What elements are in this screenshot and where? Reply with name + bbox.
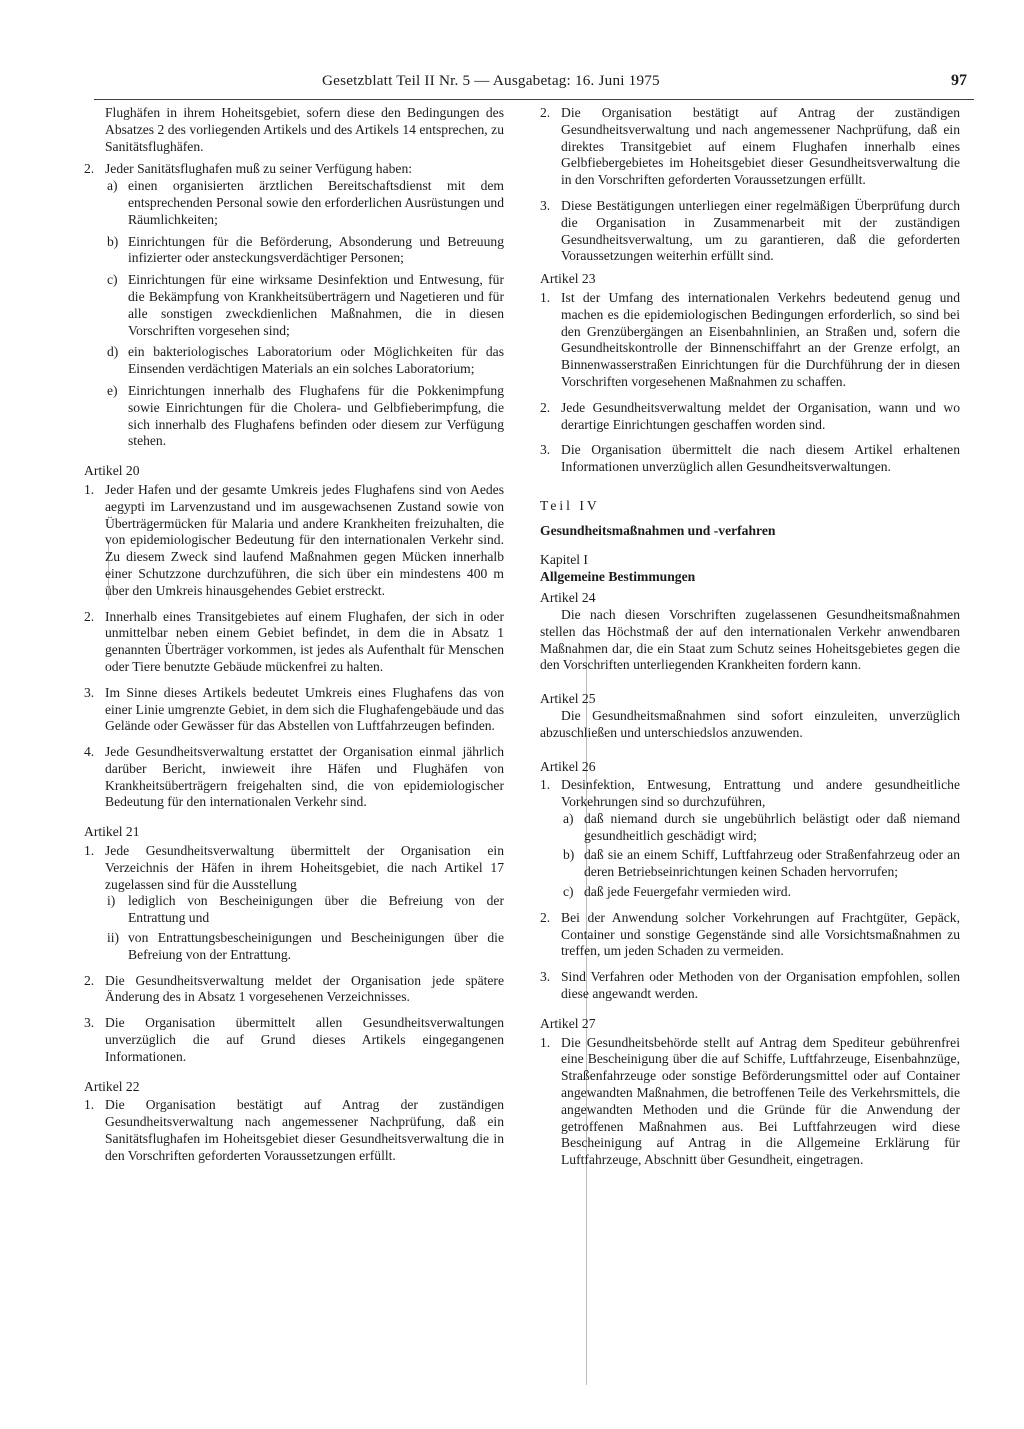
paragraph [84, 843, 504, 893]
item-text: von Entrattungsbescheinigungen und Bescheinigungen über die Befreiung von der Entrattung. [128, 930, 504, 962]
list-item [84, 344, 504, 378]
gazette-title: Gesetzblatt Teil II Nr. 5 — Ausgabetag: 16. Juni 1975 [322, 72, 660, 89]
paragraph-text: Die Gesundheitsverwaltung meldet der Organisation jede spätere Änderung des in Absatz 1 vorgesehenen Verzeichnisses. [105, 972, 504, 1005]
paragraph-text: Innerhalb eines Transitgebietes auf einem Flughafen, der sich in oder unmittelbar neben einem Gebiet befindet, in dem die in Absatz 1 genannten Überträger vorkommen, ist jedes als Aufenthalt für Menschen oder Tiere benutzte Gebäude mückenfrei zu halten. [105, 608, 504, 674]
item-label: a) [563, 810, 574, 826]
paragraph [540, 1035, 960, 1169]
paragraph-number: 2. [84, 972, 95, 988]
article-heading: Artikel 26 [540, 758, 596, 774]
page-header [0, 72, 1024, 96]
list-item [84, 930, 504, 964]
item-label: d) [107, 344, 119, 360]
paragraph [540, 105, 960, 189]
paragraph [84, 685, 504, 735]
paragraph [84, 1097, 504, 1164]
paragraph-number: 2. [84, 161, 95, 177]
paragraph-text: Jeder Hafen und der gesamte Umkreis jedes Flughafens sind von Aedes aegypti im Larvenzustand und im ausgewachsenen Zustand sowie von Überträgermücken für Malaria und andere Krankheiten freizuhalten, die von epidemiologischer Bedeutung für den internationalen Verkehr sind. Zu diesem Zweck sind laufend Maßnahmen gegen Mücken innerhalb einer Schutzzone durchzuführen, die sich über ein mindestens 400 m über den Umkreis hinausgehendes Gebiet erstreckt. [105, 481, 504, 598]
list-item [84, 893, 504, 927]
paragraph [540, 969, 960, 1003]
paragraph-number: 3. [84, 684, 95, 700]
item-text: einen organisierten ärztlichen Bereitschaftsdienst mit dem entsprechenden Personal sowie den erforderlichen Ausrüstungen und Räumlichkeiten; [128, 178, 504, 227]
paragraph-text: Ist der Umfang des internationalen Verkehrs bedeutend genug und machen es die epidemiologischen Bedingungen erforderlich, so sind bei den Grenzübergängen an Eisenbahnlinien, an Straßen und, sofern die Gesundheitskontrolle der Binnenschiffahrt an der Grenze erfolgt, an Binnenwasserstraßen Einrichtungen für die Durchführung der in diesen Vorschriften vorgesehenen Maßnahmen zu schaffen. [561, 289, 960, 389]
list-item [84, 234, 504, 268]
paragraph-text: Im Sinne dieses Artikels bedeutet Umkreis eines Flughafens das von einer Linie umgrenzte Gebiet, in dem sich die Flughafengebäude und das Gelände oder Gewässer für das Abstellen von Luftfahrzeugen befinden. [105, 684, 504, 734]
article-heading: Artikel 25 [540, 691, 596, 707]
header-rule [94, 99, 974, 100]
item-label: ii) [107, 930, 120, 946]
paragraph-text: Sind Verfahren oder Methoden von der Organisation empfohlen, sollen diese angewandt werden. [561, 969, 960, 1002]
list-item [84, 383, 504, 450]
paragraph-number: 4. [84, 744, 95, 760]
paragraph-number: 1. [84, 1097, 95, 1113]
paragraph-number: 1. [540, 1034, 551, 1050]
paragraph [540, 400, 960, 434]
list-item [540, 811, 960, 845]
article-text: Die Gesundheitsmaßnahmen sind sofort einzuleiten, unverzüglich abzuschließen und unterschiedslos anzuwenden. [540, 707, 960, 740]
paragraph [84, 609, 504, 676]
paragraph-number: 1. [84, 481, 95, 497]
paragraph [540, 442, 960, 476]
chapter-label: Kapitel I [540, 551, 588, 567]
paragraph-text: Jede Gesundheitsverwaltung übermittelt der Organisation ein Verzeichnis der Häfen in ihrem Hoheitsgebiet, die nach Artikel 17 zugelassen sind für die Ausstellung [105, 843, 504, 892]
item-label: b) [107, 233, 119, 249]
paragraph-number: 3. [540, 442, 551, 458]
item-label: c) [107, 272, 118, 288]
paragraph [84, 1015, 504, 1065]
article-heading: Artikel 20 [84, 463, 140, 479]
item-text: Einrichtungen für eine wirksame Desinfektion und Entwesung, für die Bekämpfung von Krankheitsüberträgern und Nagetieren und für alle sonstigen zweckdienlichen Maßnahmen, die in diesen Vorschriften vorgesehen sind; [128, 272, 504, 338]
art19-intro: Flughäfen in ihrem Hoheitsgebiet, sofern diese den Bedingungen des Absatzes 2 des vorliegenden Artikels und des Artikels 14 entsprechen, zu Sanitätsflughäfen. [105, 105, 504, 154]
paragraph [84, 973, 504, 1007]
art19-paragraph-2 [84, 161, 504, 178]
item-text: Einrichtungen für die Beförderung, Absonderung und Betreuung infizierter oder ansteckungsverdächtiger Personen; [128, 233, 504, 266]
left-column [84, 105, 504, 1165]
item-label: e) [107, 382, 118, 398]
paragraph-text: Die Organisation übermittelt allen Gesundheitsverwaltungen unverzüglich die auf Grund dieses Artikels eingegangenen Informationen. [105, 1015, 504, 1064]
list-item [84, 178, 504, 228]
paragraph-number: 2. [540, 399, 551, 415]
part-label: Teil IV [540, 497, 600, 513]
item-text: lediglich von Bescheinigungen über die Befreiung von der Entrattung und [128, 893, 504, 926]
part-title: Gesundheitsmaßnahmen und -verfahren [540, 522, 776, 538]
paragraph-text: Jede Gesundheitsverwaltung erstattet der Organisation einmal jährlich darüber Bericht, inwieweit ihre Häfen und Flughäfen von Krankheitsüberträgern freigehalten sind, die von epidemiologischer Bedeutung für den internationalen Verkehr sind. [105, 744, 504, 810]
item-text: daß niemand durch sie ungebührlich belästigt oder daß niemand gesundheitlich geschädigt wird; [584, 810, 960, 843]
paragraph [84, 482, 504, 600]
paragraph-text: Jeder Sanitätsflughafen muß zu seiner Verfügung haben: [105, 161, 413, 177]
paragraph-number: 1. [84, 843, 95, 859]
article-heading: Artikel 27 [540, 1015, 596, 1031]
paragraph-number: 1. [540, 289, 551, 305]
item-text: Einrichtungen innerhalb des Flughafens für die Pokkenimpfung sowie Einrichtungen für die Cholera- und Gelbfieberimpfung, die sich innerhalb des Flughafens befinden oder diesem zur Verfügung stehen. [128, 382, 504, 449]
paragraph-number: 2. [540, 909, 551, 925]
item-label: i) [107, 893, 116, 909]
article-heading: Artikel 22 [84, 1078, 140, 1094]
chapter-title: Allgemeine Bestimmungen [540, 569, 696, 585]
paragraph-number: 3. [540, 969, 551, 985]
item-label: b) [563, 847, 575, 863]
article-heading: Artikel 21 [84, 824, 140, 840]
article-text: Die nach diesen Vorschriften zugelassenen Gesundheitsmaßnahmen stellen das Höchstmaß der auf den internationalen Verkehr anwendbaren Maßnahmen dar, die ein Staat zum Schutz seines Hoheitsgebietes gegen die den Vorschriften unterliegenden Krankheiten fordern kann. [540, 606, 960, 673]
list-item [540, 884, 960, 901]
item-label: a) [107, 178, 118, 194]
item-text: daß jede Feuergefahr vermieden wird. [584, 884, 791, 900]
item-text: ein bakteriologisches Laboratorium oder Möglichkeiten für das Einsenden verdächtigen Materials an ein solches Laboratorium; [128, 344, 504, 377]
article-heading: Artikel 23 [540, 271, 596, 287]
page-number: 97 [951, 72, 967, 89]
paragraph-text: Die Organisation übermittelt die nach diesem Artikel erhaltenen Informationen unverzüglich allen Gesundheitsverwaltungen. [561, 442, 960, 475]
article-heading: Artikel 24 [540, 590, 596, 606]
paragraph-number: 3. [84, 1015, 95, 1031]
paragraph-text: Die Gesundheitsbehörde stellt auf Antrag dem Spediteur gebührenfrei eine Bescheinigung über die auf Schiffe, Luftfahrzeuge, Eisenbahnzüge, Straßenfahrzeuge oder sonstige Beförderungsmittel oder auf Container angewandten Maßnahmen, die betroffenen Teile des Verkehrsmittels, die angewandten Methoden und die Gründe für die Anwendung der getroffenen Maßnahmen aus. Bei Luftfahrzeugen wird diese Bescheinigung auf Antrag in die Allgemeine Erklärung für Luftfahrzeuge, Abschnitt über Gesundheit, eingetragen. [561, 1034, 960, 1168]
list-item [540, 847, 960, 881]
paragraph [84, 744, 504, 811]
paragraph [540, 777, 960, 811]
paragraph-text: Die Organisation bestätigt auf Antrag der zuständigen Gesundheitsverwaltung und nach angemessener Nachprüfung, daß ein direktes Transitgebiet auf einem Flughafen innerhalb eines Gelbfiebergebietes im Hoheitsgebiet dieser Gesundheitsverwaltung die in den Vorschriften geforderten Voraussetzungen erfüllt. [561, 105, 960, 188]
paragraph-text: Die Organisation bestätigt auf Antrag der zuständigen Gesundheitsverwaltung nach angemessener Nachprüfung, daß ein Sanitätsflughafen im Hoheitsgebiet dieser Gesundheitsverwaltung die in den Vorschriften geforderten Voraussetzungen erfüllt. [105, 1097, 504, 1163]
paragraph-number: 2. [84, 608, 95, 624]
item-text: daß sie an einem Schiff, Luftfahrzeug oder Straßenfahrzeug oder an deren Betriebseinrichtungen keinen Schaden hervorrufen; [584, 847, 960, 880]
paragraph-text: Diese Bestätigungen unterliegen einer regelmäßigen Überprüfung durch die Organisation in Zusammenarbeit mit der zuständigen Gesundheitsverwaltung, um zu garantieren, daß die geforderten Voraussetzungen weiterhin erfüllt sind. [561, 197, 960, 264]
paragraph [540, 290, 960, 391]
paragraph-text: Jede Gesundheitsverwaltung meldet der Organisation, wann und wo derartige Einrichtungen geschaffen worden sind. [561, 399, 960, 432]
right-column [540, 105, 960, 1169]
paragraph [540, 198, 960, 265]
paragraph-text: Bei der Anwendung solcher Vorkehrungen auf Frachtgüter, Gepäck, Container und sonstige Gegenstände sind alle Vorsichtsmaßnahmen zu treffen, um jeden Schaden zu vermeiden. [561, 909, 960, 959]
paragraph-text: Desinfektion, Entwesung, Entrattung und andere gesundheitliche Vorkehrungen sind so durchzuführen, [561, 777, 960, 810]
list-item [84, 272, 504, 339]
paragraph-number: 2. [540, 105, 551, 120]
paragraph-number: 3. [540, 197, 551, 213]
paragraph [540, 910, 960, 960]
item-label: c) [563, 884, 574, 900]
paragraph-number: 1. [540, 777, 551, 793]
